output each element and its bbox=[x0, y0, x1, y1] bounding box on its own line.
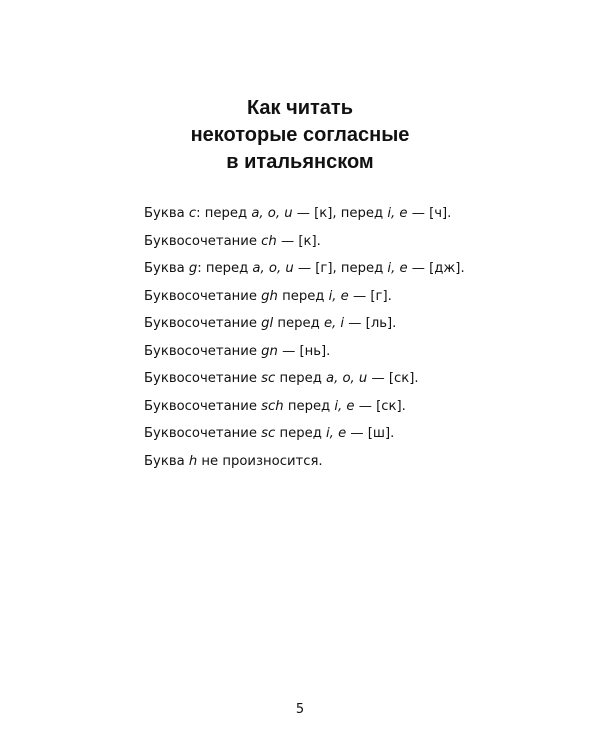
rule-letter-c: Буква c: перед a, o, u — [к], перед i, e — [ч]. bbox=[144, 206, 452, 221]
page-number: 5 bbox=[295, 702, 305, 717]
page-title bbox=[0, 95, 600, 176]
rule-gl: Буквосочетание gl перед e, i — [ль]. bbox=[144, 316, 397, 331]
rule-gn: Буквосочетание gn — [нь]. bbox=[144, 343, 331, 359]
page-title-line-2: некоторые согласные bbox=[190, 124, 410, 147]
rule-sc-hard: Буквосочетание sc перед a, o, u — [ск]. bbox=[144, 371, 419, 386]
rule-gh: Буквосочетание gh перед i, e — [г]. bbox=[144, 288, 392, 304]
rule-letter-h: Буква h не произносится. bbox=[144, 453, 323, 469]
rule-sch: Буквосочетание sch перед i, e — [ск]. bbox=[144, 398, 406, 414]
page-title-line-1: Как читать bbox=[246, 97, 354, 120]
rule-ch: Буквосочетание ch — [к]. bbox=[144, 233, 321, 249]
rule-letter-g: Буква g: перед a, o, u — [г], перед i, e — [дж]. bbox=[144, 261, 465, 276]
rules-list bbox=[144, 200, 564, 475]
rule-sc-soft: Буквосочетание sc перед i, e — [ш]. bbox=[144, 426, 395, 441]
page-title-line-3: в итальянском bbox=[226, 151, 374, 174]
